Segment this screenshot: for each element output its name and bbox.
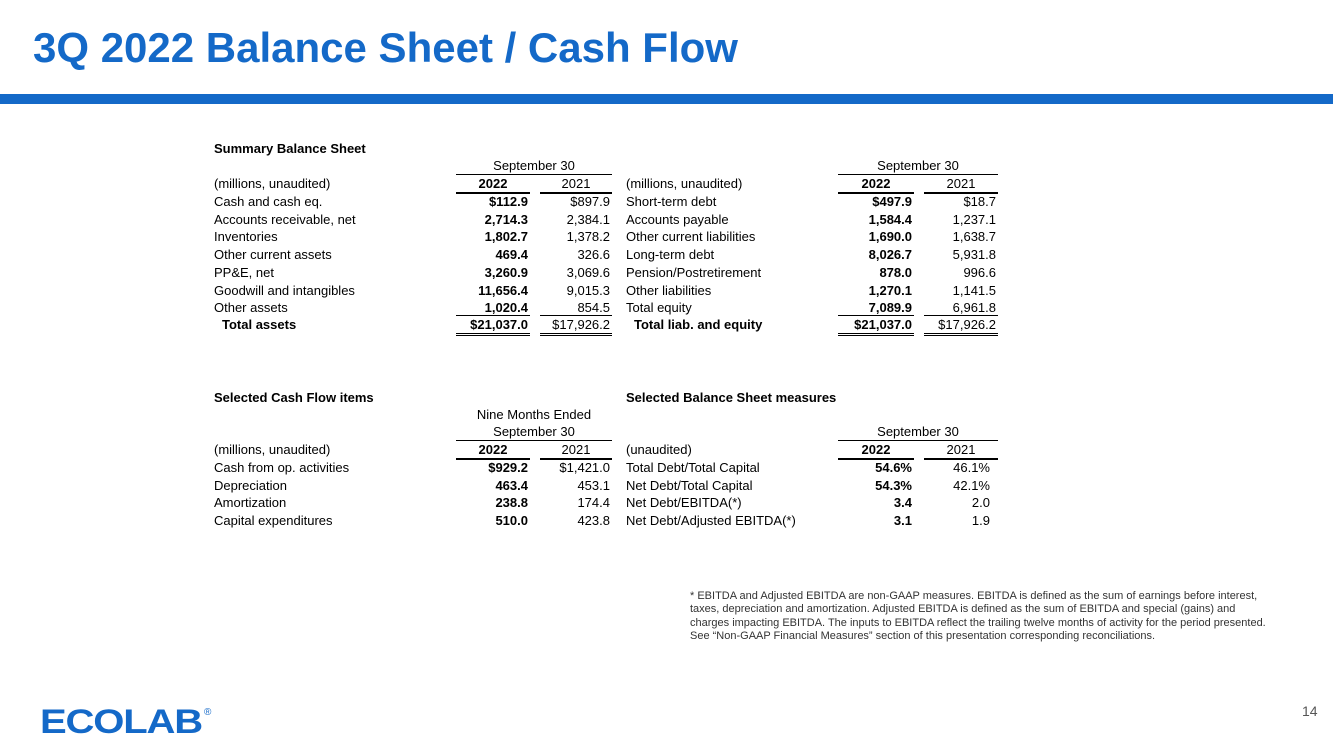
period-header-line1: Nine Months Ended [476, 407, 592, 422]
value-2021: 2.0 [971, 495, 990, 511]
total-2021-double-line [924, 333, 998, 334]
title-divider [0, 94, 1333, 104]
col-2022-header: 2022 [478, 442, 508, 457]
row-label: Cash from op. activities [214, 460, 350, 475]
value-2021: 854.5 [577, 300, 610, 316]
value-2022: 3.4 [893, 495, 912, 511]
total-2021: $17,926.2 [938, 317, 996, 332]
page-number: 14 [1302, 703, 1318, 719]
value-2021: 6,961.8 [952, 300, 996, 316]
value-2022: $497.9 [872, 194, 912, 209]
value-2022: 878.0 [879, 264, 912, 280]
col-2022-header: 2022 [478, 176, 508, 191]
value-2021: 46.1% [953, 460, 990, 475]
value-2022: 8,026.7 [868, 247, 912, 263]
col-2021-header: 2021 [946, 176, 976, 191]
value-2021: 1.9 [971, 513, 990, 529]
total-2022-top-line [456, 315, 530, 316]
col-2021-header: 2021 [561, 442, 591, 457]
row-label: Inventories [214, 229, 278, 245]
row-label: Long-term debt [626, 247, 715, 263]
total-label: Total assets [222, 317, 297, 332]
period-header: September 30 [493, 158, 575, 173]
column-header-row [626, 175, 998, 193]
value-2022: $929.2 [488, 460, 528, 475]
value-2021: $1,421.0 [559, 460, 610, 475]
total-2021-top-line [540, 315, 612, 316]
balance-sheet-assets-table [214, 140, 614, 340]
value-2022: 1,270.1 [868, 282, 912, 298]
total-2022-top-line [838, 315, 914, 316]
row-label: Total Debt/Total Capital [626, 460, 760, 475]
total-2022: $21,037.0 [854, 317, 912, 332]
total-2021: $17,926.2 [552, 317, 610, 332]
value-2022: 510.0 [495, 513, 528, 529]
row-label: Other current assets [214, 247, 332, 263]
row-label: Other current liabilities [626, 229, 756, 245]
value-2022: 1,690.0 [868, 229, 912, 245]
col-2022-header: 2022 [861, 176, 891, 191]
value-2021: 996.6 [963, 264, 996, 280]
period-header: September 30 [877, 424, 959, 439]
value-2021: 423.8 [577, 513, 610, 529]
units-label: (millions, unaudited) [214, 442, 331, 457]
value-2022: 1,020.4 [484, 300, 528, 316]
value-2021: 1,378.2 [566, 229, 610, 245]
value-2021: $897.9 [570, 194, 610, 209]
value-2022: $112.9 [488, 194, 528, 209]
value-2021: 1,141.5 [952, 282, 996, 298]
total-2021-double-line [540, 333, 612, 334]
section-title-balance-sheet: Summary Balance Sheet [214, 141, 366, 156]
value-2021: 3,069.6 [566, 264, 610, 280]
column-header-row [626, 441, 998, 459]
row-label: Cash and cash eq. [214, 194, 323, 209]
value-2022: 7,089.9 [868, 300, 912, 316]
value-2022: 238.8 [495, 495, 528, 511]
ecolab-logo [40, 703, 215, 737]
row-label: Amortization [214, 495, 287, 511]
ebitda-footnote: * EBITDA and Adjusted EBITDA are non-GAAP measures. EBITDA is defined as the sum of earnings before interest, taxes, depreciation and amortization. Adjusted EBITDA is defined as the sum of EBITDA and special (gains) and charges impacting EBITDA. The inputs to EBITDA reflect the trailing twelve months of activity for the period presented. See “Non-GAAP Financial Measures” section of this presentation corresponding reconciliations. [690, 590, 1266, 642]
value-2022: 2,714.3 [484, 211, 528, 227]
value-2021: $18.7 [963, 194, 996, 209]
value-2022: 54.3% [875, 477, 912, 493]
row-label: Accounts payable [626, 211, 729, 227]
row-label: Other assets [214, 300, 288, 316]
units-label: (millions, unaudited) [626, 176, 743, 191]
col-2022-header: 2022 [861, 442, 891, 457]
total-label: Total liab. and equity [634, 317, 763, 332]
column-header-row [214, 175, 614, 193]
logo-wordmark: ECOLAB [40, 703, 203, 737]
row-label: Accounts receivable, net [214, 211, 356, 227]
row-label: Total equity [626, 300, 692, 316]
value-2021: 5,931.8 [952, 247, 996, 263]
section-title-cash-flow: Selected Cash Flow items [214, 390, 374, 405]
value-2022: 11,656.4 [478, 282, 528, 298]
page-title: 3Q 2022 Balance Sheet / Cash Flow [33, 24, 738, 71]
value-2022: 3.1 [893, 513, 912, 529]
value-2022: 1,802.7 [484, 229, 528, 245]
cash-flow-table [214, 389, 614, 539]
balance-sheet-liabilities-table [626, 140, 998, 340]
units-label: (unaudited) [626, 442, 692, 457]
value-2022: 1,584.4 [868, 211, 912, 227]
total-liab-equity-row [626, 316, 998, 334]
value-2021: 1,237.1 [952, 211, 996, 227]
row-label: Net Debt/Adjusted EBITDA(*) [626, 513, 796, 529]
period-header-line2: September 30 [493, 424, 575, 439]
row-label: Short-term debt [626, 194, 717, 209]
value-2022: 3,260.9 [484, 264, 528, 280]
value-2022: 463.4 [495, 477, 528, 493]
value-2021: 174.4 [577, 495, 610, 511]
value-2021: 9,015.3 [566, 282, 610, 298]
total-2021-top-line [924, 315, 998, 316]
col-2021-header: 2021 [946, 442, 976, 457]
total-assets-row [214, 316, 614, 334]
row-label: Other liabilities [626, 282, 712, 298]
row-label: Net Debt/EBITDA(*) [626, 495, 742, 511]
units-label: (millions, unaudited) [214, 176, 331, 191]
row-label: PP&E, net [214, 264, 274, 280]
value-2021: 42.1% [953, 477, 990, 493]
period-header: September 30 [877, 158, 959, 173]
row-label: Depreciation [214, 477, 287, 493]
column-header-row [214, 441, 614, 459]
balance-sheet-measures-table [626, 389, 998, 539]
value-2021: 453.1 [577, 477, 610, 493]
total-2022-double-line [456, 333, 530, 334]
logo-registered-mark: ® [204, 707, 212, 718]
col-2021-header: 2021 [561, 176, 591, 191]
row-label: Capital expenditures [214, 513, 333, 529]
value-2021: 1,638.7 [952, 229, 996, 245]
total-2022: $21,037.0 [470, 317, 528, 332]
value-2022: 469.4 [495, 247, 528, 263]
section-title-measures: Selected Balance Sheet measures [626, 390, 837, 405]
row-label: Goodwill and intangibles [214, 282, 355, 298]
row-label: Pension/Postretirement [626, 264, 762, 280]
total-2022-double-line [838, 333, 914, 334]
value-2021: 2,384.1 [566, 211, 610, 227]
value-2022: 54.6% [875, 460, 912, 475]
row-label: Net Debt/Total Capital [626, 477, 753, 493]
value-2021: 326.6 [577, 247, 610, 263]
